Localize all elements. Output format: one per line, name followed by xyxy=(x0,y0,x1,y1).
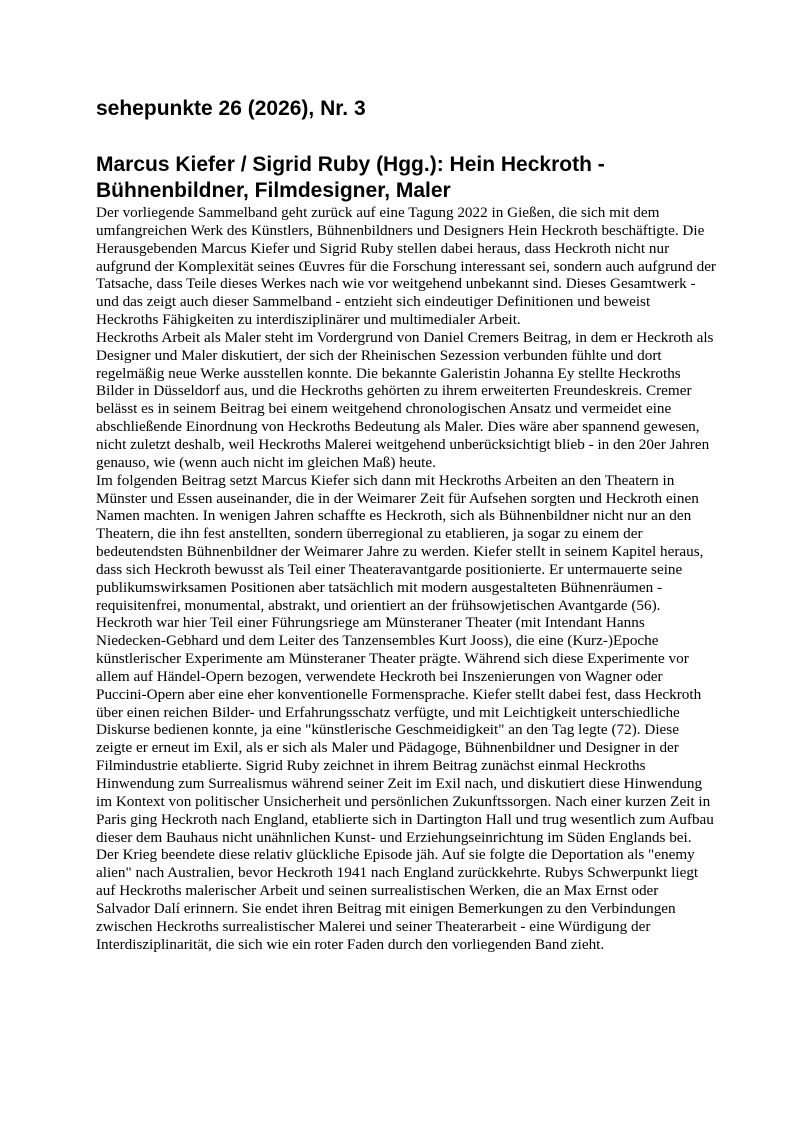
review-body xyxy=(96,204,716,953)
paragraph-kiefer-ruby: Im folgenden Beitrag setzt Marcus Kiefer sich dann mit Heckroths Arbeiten an den Theatern in Münster und Essen auseinander, die in der Weimarer Zeit für Aufsehen sorgten und Heckroth einen Namen machten. In wenigen Jahren schaffte es Heckroth, sich als Bühnenbildner nicht nur an den Theatern, die ihn fest anstellten, sondern überregional zu etablieren, ja sogar zu einem der bedeutendsten Bühnenbildner der Weimarer Jahre zu werden. Kiefer stellt in seinem Kapitel heraus, dass sich Heckroth bewusst als Teil einer Theateravantgarde positionierte. Er untermauerte seine publikumswirksamen Positionen aber tatsächlich mit modern ausgestalteten Bühnenräumen - requisitenfrei, monumental, abstrakt, und orientiert an der frühsowjetischen Avantgarde (56). Heckroth war hier Teil einer Führungsriege am Münsteraner Theater (mit Intendant Hanns Niedecken-Gebhard und dem Leiter des Tanzensembles Kurt Jooss), die eine (Kurz-)Epoche künstlerischer Experimente am Münsteraner Theater prägte. Während sich diese Experimente vor allem auf Händel-Opern bezogen, verwendete Heckroth bei Inszenierungen von Wagner oder Puccini-Opern aber eine eher konventionelle Formensprache. Kiefer stellt dabei fest, dass Heckroth über einen reichen Bilder- und Erfahrungsschatz verfügte, und mit Leichtigkeit unterschiedliche Diskurse bedienen konnte, ja eine "künstlerische Geschmeidigkeit" an den Tag legte (72). Diese zeigte er erneut im Exil, als er sich als Maler und Pädagoge, Bühnenbildner und Designer in der Filmindustrie etablierte. Sigrid Ruby zeichnet in ihrem Beitrag zunächst einmal Heckroths Hinwendung zum Surrealismus während seiner Zeit im Exil nach, und diskutiert diese Hinwendung im Kontext von politischer Unsicherheit und persönlichen Zukunftssorgen. Nach einer kurzen Zeit in Paris ging Heckroth nach England, etablierte sich in Dartington Hall und trug wesentlich zum Aufbau dieser dem Bauhaus nicht unähnlichen Kunst- und Erziehungseinrichtung im Süden Englands bei. Der Krieg beendete diese relativ glückliche Episode jäh. Auf sie folgte die Deportation als "enemy alien" nach Australien, bevor Heckroth 1941 nach England zurückkehrte. Rubys Schwerpunkt liegt auf Heckroths malerischer Arbeit und seinen surrealistischen Werken, die an Max Ernst oder Salvador Dalí erinnern. Sie endet ihren Beitrag mit einigen Bemerkungen zu den Verbindungen zwischen Heckroths surrealistischer Malerei und seiner Theaterarbeit - eine Würdigung der Interdisziplinarität, die sich wie ein roter Faden durch den vorliegenden Band zieht. xyxy=(96,471,714,953)
journal-issue-heading: sehepunkte 26 (2026), Nr. 3 xyxy=(96,97,366,120)
paragraph-cremer: Heckroths Arbeit als Maler steht im Vordergrund von Daniel Cremers Beitrag, in dem er Heckroth als Designer und Maler diskutiert, der sich der Rheinischen Sezession verbunden fühlte und dort regelmäßig neue Werke ausstellen konnte. Die bekannte Galeristin Johanna Ey stellte Heckroths Bilder in Düsseldorf aus, und die Heckroths gehörten zu ihrem erweiterten Freundeskreis. Cremer belässt es in seinem Beitrag bei einem weitgehend chronologischen Ansatz und vermeidet eine abschließende Einordnung von Heckroths Bedeutung als Maler. Dies wäre aber spannend gewesen, nicht zuletzt deshalb, weil Heckroths Malerei weitgehend unberücksichtigt blieb - in den 20er Jahren genauso, wie (wenn auch nicht im gleichen Maß) heute. xyxy=(96,328,714,471)
review-page xyxy=(96,96,716,953)
review-title: Marcus Kiefer / Sigrid Ruby (Hgg.): Hein Heckroth - Bühnenbildner, Filmdesigner, Maler xyxy=(96,153,605,202)
paragraph-intro: Der vorliegende Sammelband geht zurück auf eine Tagung 2022 in Gießen, die sich mit dem umfangreichen Werk des Künstlers, Bühnenbildners und Designers Hein Heckroth beschäftigte. Die Herausgebenden Marcus Kiefer und Sigrid Ruby stellen dabei heraus, dass Heckroth nicht nur aufgrund der Komplexität seines Œuvres für die Forschung interessant sei, sondern auch aufgrund der Tatsache, dass Teile dieses Werkes nach wie vor weitgehend unbekannt sind. Dieses Gesamtwerk - und das zeigt auch dieser Sammelband - entzieht sich eindeutiger Definitionen und beweist Heckroths Fähigkeiten zu interdisziplinärer und multimedialer Arbeit. xyxy=(96,204,716,329)
